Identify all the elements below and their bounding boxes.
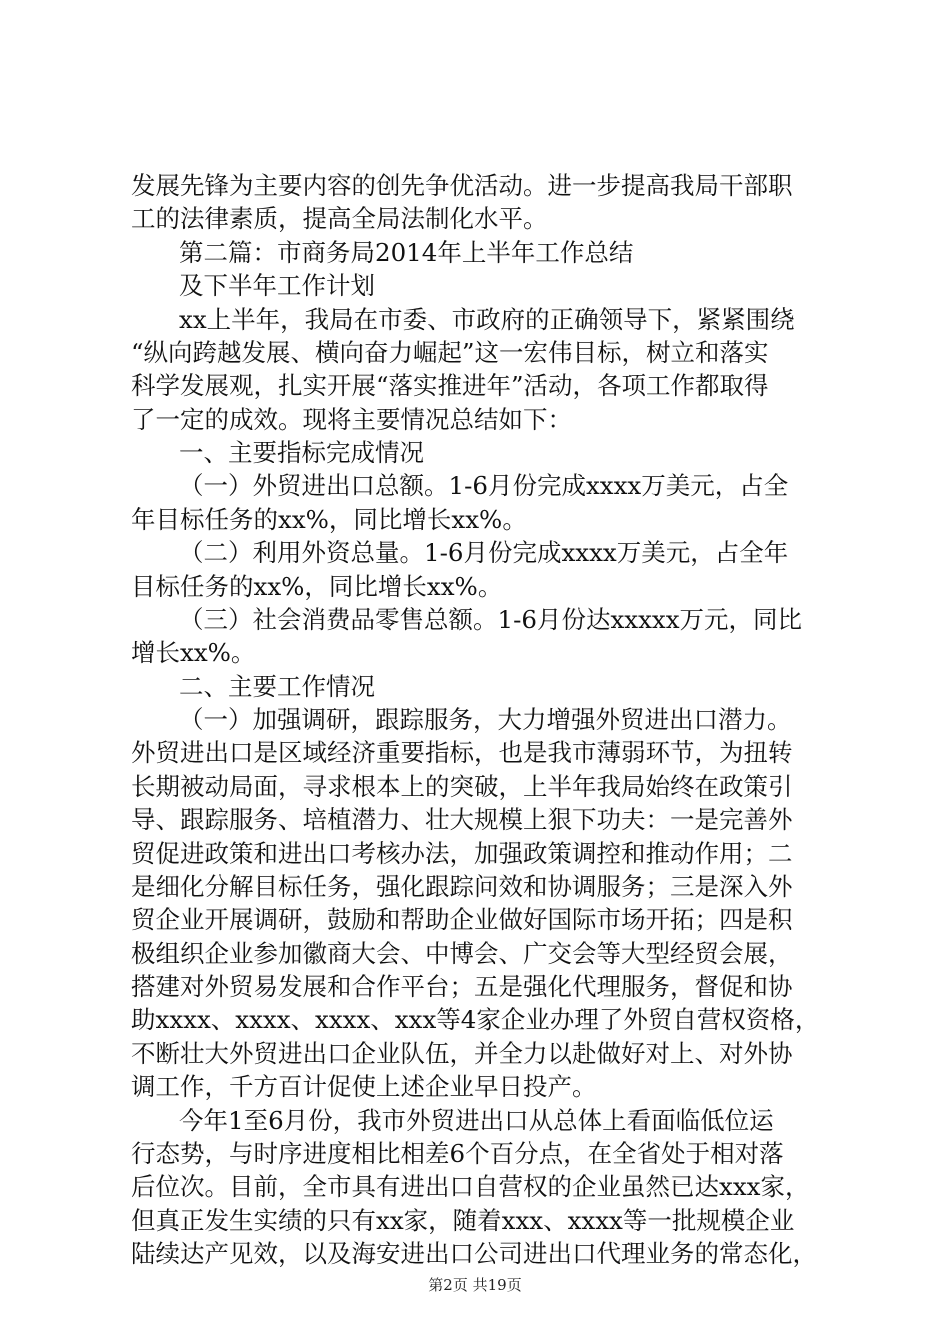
text-line: （一）外贸进出口总额。1-6月份完成xxxx万美元，占全 xyxy=(179,471,789,500)
text-line: （二）利用外资总量。1-6月份完成xxxx万美元，占全年 xyxy=(179,538,789,567)
text-line: 长期被动局面，寻求根本上的突破，上半年我局始终在政策引 xyxy=(131,772,793,801)
section-title: 及下半年工作计划 xyxy=(179,271,375,300)
text-line: （一）加强调研，跟踪服务，大力增强外贸进出口潜力。 xyxy=(179,705,792,734)
text-line: 外贸进出口是区域经济重要指标，也是我市薄弱环节，为扭转 xyxy=(131,738,793,767)
section-title: 第二篇：市商务局2014年上半年工作总结 xyxy=(179,238,634,267)
text-line: 科学发展观，扎实开展“落实推进年”活动，各项工作都取得 xyxy=(131,371,769,400)
text-line: xx上半年，我局在市委、市政府的正确领导下，紧紧围绕 xyxy=(179,305,795,334)
text-line: 年目标任务的xx%，同比增长xx%。 xyxy=(131,505,527,534)
text-line: 陆续达产见效，以及海安进出口公司进出口代理业务的常态化， xyxy=(131,1239,817,1268)
text-line: 今年1至6月份，我市外贸进出口从总体上看面临低位运 xyxy=(179,1106,774,1135)
text-line: 增长xx%。 xyxy=(131,638,256,667)
text-line: 后位次。目前，全市具有进出口自营权的企业虽然已达xxx家， xyxy=(131,1172,810,1201)
heading: 一、主要指标完成情况 xyxy=(179,438,424,467)
text-line: 目标任务的xx%，同比增长xx%。 xyxy=(131,572,503,601)
text-line: 极组织企业参加徽商大会、中博会、广交会等大型经贸会展， xyxy=(131,939,793,968)
text-line: 但真正发生实绩的只有xx家，随着xxx、xxxx等一批规模企业 xyxy=(131,1206,795,1235)
text-line: 助xxxx、xxxx、xxxx、xxx等4家企业办理了外贸自营权资格， xyxy=(131,1005,820,1034)
text-line: “纵向跨越发展、横向奋力崛起”这一宏伟目标，树立和落实 xyxy=(131,338,769,367)
text-line: 调工作，千方百计促使上述企业早日投产。 xyxy=(131,1072,597,1101)
text-line: 贸促进政策和进出口考核办法，加强政策调控和推动作用；二 xyxy=(131,839,793,868)
text-line: 行态势，与时序进度相比相差6个百分点，在全省处于相对落 xyxy=(131,1139,784,1168)
text-line: 发展先锋为主要内容的创先争优活动。进一步提高我局干部职 xyxy=(131,171,793,200)
text-line: 贸企业开展调研，鼓励和帮助企业做好国际市场开拓；四是积 xyxy=(131,905,793,934)
text-line: 是细化分解目标任务，强化跟踪问效和协调服务；三是深入外 xyxy=(131,872,793,901)
text-line: 了一定的成效。现将主要情况总结如下： xyxy=(131,405,572,434)
text-line: 导、跟踪服务、培植潜力、壮大规模上狠下功夫：一是完善外 xyxy=(131,805,793,834)
text-line: 不断壮大外贸进出口企业队伍，并全力以赴做好对上、对外协 xyxy=(131,1039,793,1068)
text-line: （三）社会消费品零售总额。1-6月份达xxxxx万元，同比 xyxy=(179,605,803,634)
text-line: 工的法律素质，提高全局法制化水平。 xyxy=(131,204,548,233)
text-line: 搭建对外贸易发展和合作平台；五是强化代理服务，督促和协 xyxy=(131,972,793,1001)
page-number: 第2页 共19页 xyxy=(428,1276,522,1294)
heading: 二、主要工作情况 xyxy=(179,672,375,701)
